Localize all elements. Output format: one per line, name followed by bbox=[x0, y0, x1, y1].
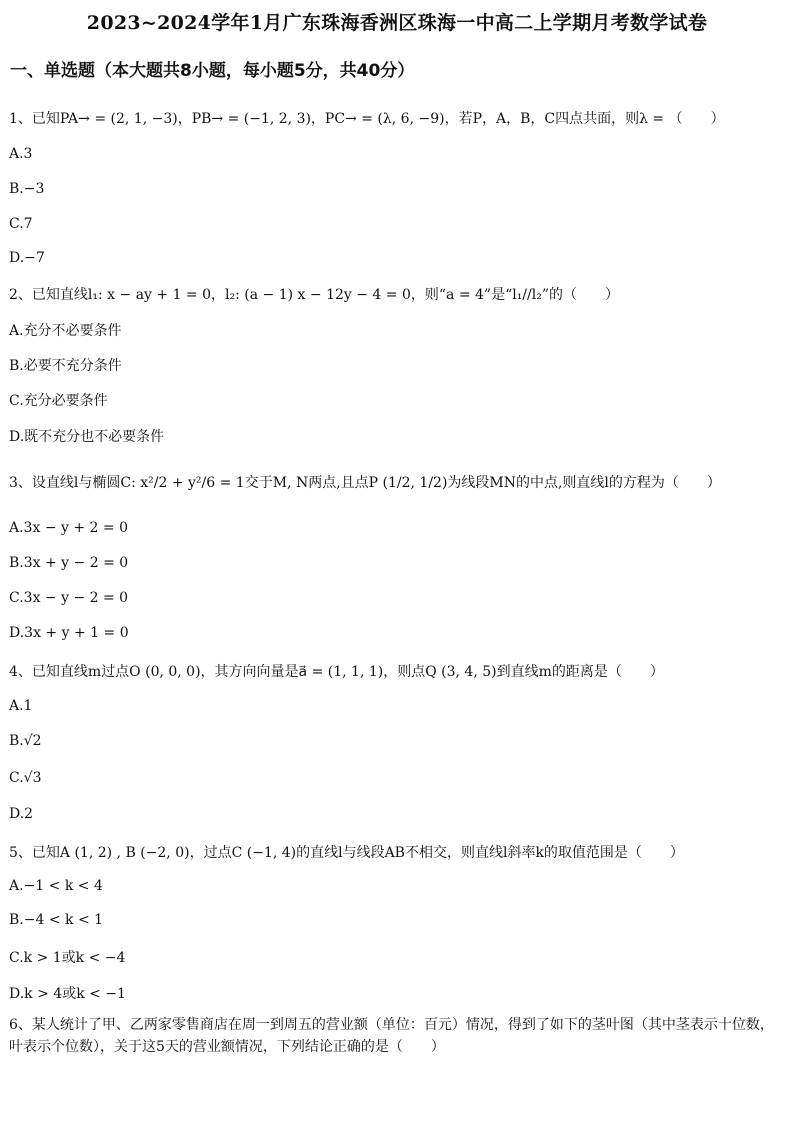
question-4-option-a: A.1 bbox=[9, 698, 33, 714]
question-1-option-b: B.−3 bbox=[9, 181, 45, 197]
question-2-option-c: C.充分必要条件 bbox=[9, 393, 108, 409]
question-3-stem: 3、设直线l与椭圆C: x²/2 + y²/6 = 1交于M, N两点,且点P (1/2, 1/2)为线段MN的中点,则直线l的方程为（ ） bbox=[9, 475, 721, 491]
question-5-option-c: C.k > 1或k < −4 bbox=[9, 950, 126, 966]
question-3-option-b: B.3x + y − 2 = 0 bbox=[9, 555, 129, 571]
question-3-option-c: C.3x − y − 2 = 0 bbox=[9, 590, 129, 606]
question-1-option-a: A.3 bbox=[9, 146, 33, 162]
question-5-option-d: D.k > 4或k < −1 bbox=[9, 986, 126, 1002]
question-3-option-d: D.3x + y + 1 = 0 bbox=[9, 625, 129, 641]
question-3-option-a: A.3x − y + 2 = 0 bbox=[9, 520, 128, 536]
question-4-option-c: C.√3 bbox=[9, 770, 42, 786]
question-2-option-b: B.必要不充分条件 bbox=[9, 358, 122, 374]
question-4-stem: 4、已知直线m过点O (0, 0, 0)，其方向向量是a⃗ = (1, 1, 1)，则点Q (3, 4, 5)到直线m的距离是（ ） bbox=[9, 664, 664, 680]
question-5-stem: 5、已知A (1, 2) , B (−2, 0)，过点C (−1, 4)的直线l与线段AB不相交，则直线l斜率k的取值范围是（ ） bbox=[9, 845, 684, 861]
question-6-stem: 6、某人统计了甲、乙两家零售商店在周一到周五的营业额（单位：百元）情况，得到了如下的茎叶图（其中茎表示十位数，叶表示个位数），关于这5天的营业额情况，下列结论正确的是（ ） bbox=[9, 1017, 774, 1055]
question-1-stem: 1、已知PA→ = (2, 1, −3)，PB→ = (−1, 2, 3)，PC→ = (λ, 6, −9)，若P，A，B，C四点共面，则λ = （ ） bbox=[9, 111, 725, 127]
question-5-option-a: A.−1 < k < 4 bbox=[9, 878, 103, 894]
question-2-option-a: A.充分不必要条件 bbox=[9, 323, 122, 339]
question-1-option-d: D.−7 bbox=[9, 250, 45, 266]
question-5-option-b: B.−4 < k < 1 bbox=[9, 912, 104, 928]
question-2-stem: 2、已知直线l₁: x − ay + 1 = 0，l₂: (a − 1) x − 12y − 4 = 0，则“a = 4”是“l₁//l₂”的（ ） bbox=[9, 287, 619, 303]
question-2-option-d: D.既不充分也不必要条件 bbox=[9, 429, 165, 445]
question-4-option-b: B.√2 bbox=[9, 733, 42, 749]
section-heading: 一、单选题（本大题共8小题，每小题5分，共40分） bbox=[10, 61, 415, 81]
exam-title: 2023~2024学年1月广东珠海香洲区珠海一中高二上学期月考数学试卷 bbox=[86, 12, 708, 34]
question-1-option-c: C.7 bbox=[9, 216, 33, 232]
question-4-option-d: D.2 bbox=[9, 806, 34, 822]
